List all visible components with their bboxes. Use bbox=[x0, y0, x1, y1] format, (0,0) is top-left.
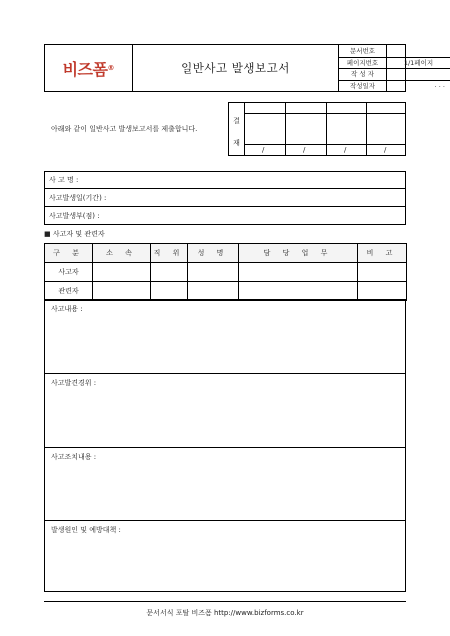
section-accident-content[interactable] bbox=[44, 299, 406, 374]
document-title: 일반사고 발생보고서 bbox=[181, 61, 290, 75]
person-table bbox=[44, 243, 407, 301]
intro-text: 아래와 같이 일반사고 발생보고서를 제출합니다. bbox=[51, 125, 198, 133]
logo bbox=[45, 45, 133, 91]
title-cell bbox=[133, 45, 339, 91]
approval-slash: / bbox=[384, 146, 387, 154]
meta-value[interactable] bbox=[386, 45, 450, 57]
column-header: 담 당 업 무 bbox=[239, 244, 358, 263]
info-row-occurrence-date[interactable] bbox=[44, 189, 406, 207]
section-label: 사고내용 : bbox=[51, 305, 83, 313]
section-label: 사고조치내용 : bbox=[51, 453, 97, 461]
table-cell[interactable] bbox=[188, 282, 239, 301]
section-label: 사고발견경위 : bbox=[51, 379, 97, 387]
table-cell[interactable] bbox=[358, 282, 407, 301]
meta-label: 작 성 자 bbox=[339, 68, 387, 80]
approval-signature-cell[interactable] bbox=[244, 103, 286, 155]
info-row-accident-name[interactable] bbox=[44, 171, 406, 189]
column-header: 구 분 bbox=[45, 244, 93, 263]
info-row-department[interactable] bbox=[44, 207, 406, 225]
section-action-taken[interactable] bbox=[44, 447, 406, 521]
table-cell[interactable] bbox=[239, 282, 358, 301]
table-cell[interactable] bbox=[188, 263, 239, 282]
table-cell[interactable] bbox=[151, 282, 188, 301]
logo-text: 비즈폼 bbox=[62, 59, 108, 79]
table-cell[interactable] bbox=[93, 282, 151, 301]
approval-slash: / bbox=[344, 146, 347, 154]
document-header bbox=[44, 44, 445, 92]
registered-mark: ® bbox=[107, 64, 115, 72]
meta-row-date bbox=[339, 80, 450, 92]
meta-value[interactable]: . . . bbox=[434, 81, 445, 90]
approval-label-bottom: 재 bbox=[233, 139, 240, 147]
table-cell[interactable] bbox=[151, 263, 188, 282]
row-label: 사고자 bbox=[45, 263, 93, 282]
table-header-row bbox=[45, 244, 407, 263]
column-header: 성 명 bbox=[188, 244, 239, 263]
table-cell[interactable] bbox=[93, 263, 151, 282]
meta-value[interactable] bbox=[386, 68, 450, 80]
approval-slash: / bbox=[262, 146, 265, 154]
meta-label: 작성일자 bbox=[339, 80, 387, 92]
approval-box bbox=[228, 102, 406, 156]
info-label: 사고발생부(점) : bbox=[49, 211, 100, 220]
approval-label-top: 결 bbox=[233, 117, 240, 125]
approval-slash: / bbox=[303, 146, 306, 154]
column-header: 직 위 bbox=[151, 244, 188, 263]
approval-signature-cell[interactable] bbox=[326, 103, 367, 155]
section-title: ■ 사고자 및 관련자 bbox=[44, 230, 105, 238]
info-label: 사고발생일(기간) : bbox=[49, 193, 107, 202]
meta-table bbox=[339, 45, 445, 91]
approval-label-column bbox=[229, 103, 245, 155]
table-row bbox=[45, 282, 407, 301]
section-cause-prevention[interactable] bbox=[44, 520, 406, 592]
footer-text: 문서서식 포탈 비즈폼 http://www.bizforms.co.kr bbox=[146, 609, 304, 617]
section-discovery[interactable] bbox=[44, 373, 406, 448]
column-header: 소 속 bbox=[93, 244, 151, 263]
meta-value[interactable]: 1/1페이지 bbox=[403, 58, 434, 67]
section-label: 발생원인 및 예방대책 : bbox=[51, 526, 121, 534]
table-cell[interactable] bbox=[358, 263, 407, 282]
info-label: 사 고 명 : bbox=[49, 176, 79, 184]
table-row bbox=[45, 263, 407, 282]
meta-label: 문서번호 bbox=[339, 45, 387, 57]
column-header: 비 고 bbox=[358, 244, 407, 263]
table-cell[interactable] bbox=[239, 263, 358, 282]
approval-signature-cell[interactable] bbox=[285, 103, 327, 155]
row-label: 관련자 bbox=[45, 282, 93, 301]
footer-divider bbox=[44, 601, 406, 602]
meta-label: 페이지번호 bbox=[339, 57, 387, 69]
